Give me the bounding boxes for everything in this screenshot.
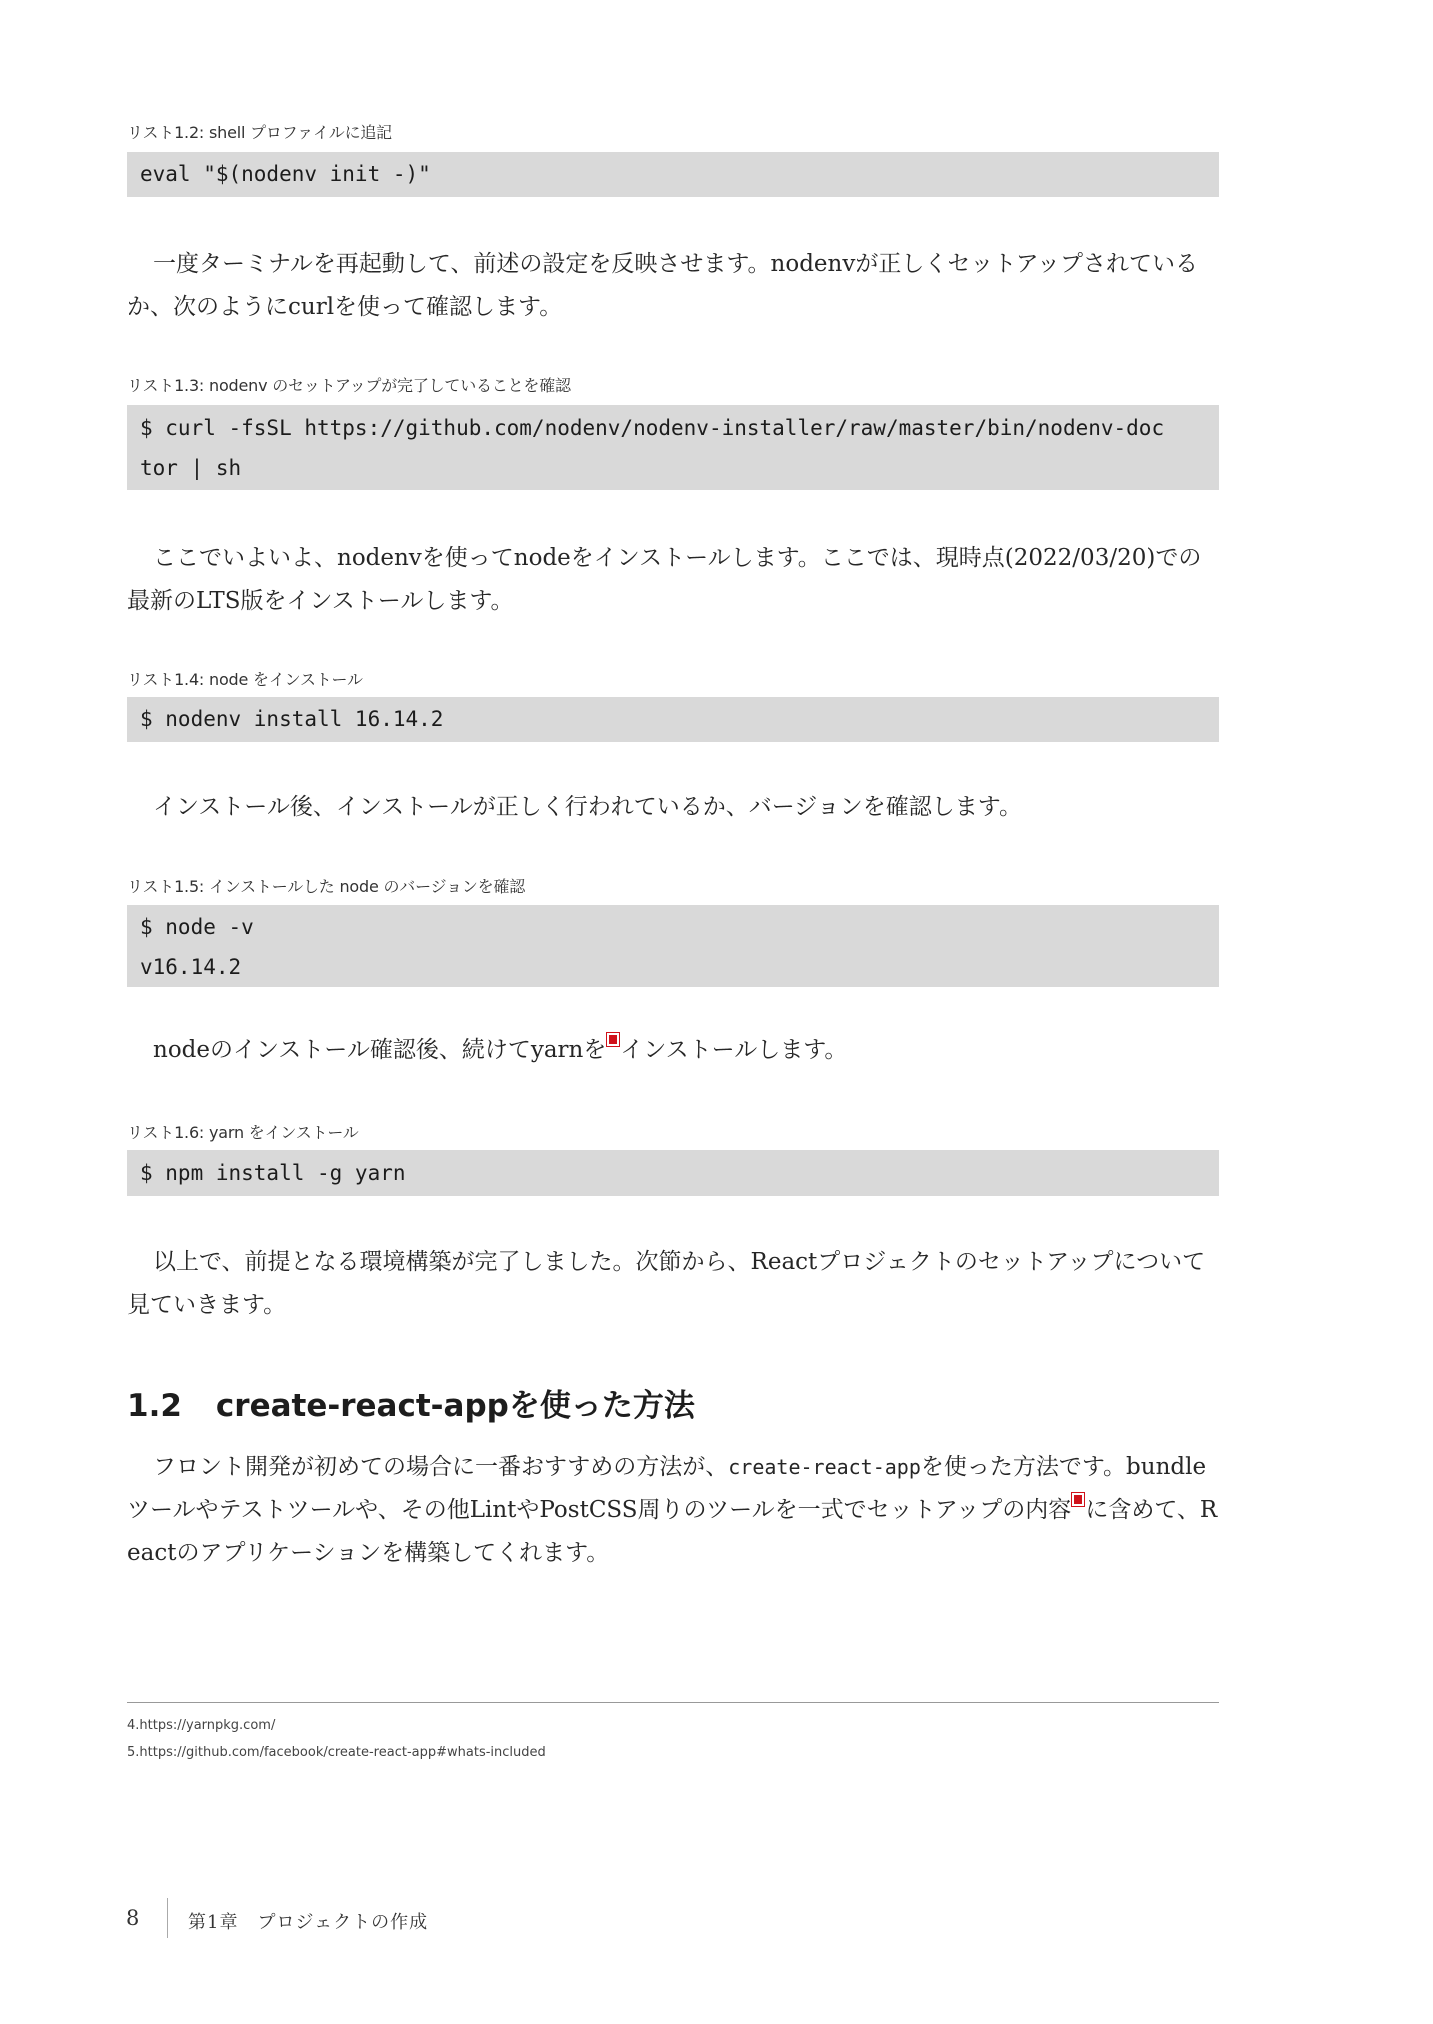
code-line: eval "$(nodenv init -)" [140, 162, 431, 186]
footnote-divider [127, 1702, 1219, 1703]
body-paragraph: インストール後、インストールが正しく行われているか、バージョンを確認します。 [153, 794, 1022, 820]
section-heading [127, 1380, 695, 1425]
inline-code: create-react-app [728, 1455, 921, 1479]
body-paragraph: ここでいよいよ、nodenvを使ってnodeをインストールします。ここでは、現時点(2022/03/20)での最新のLTS版をインストールします。 [127, 545, 1202, 614]
code-line: $ curl -fsSL https://github.com/nodenv/nodenv-installer/raw/master/bin/nodenv-doc [140, 416, 1165, 440]
listing-caption: リスト1.2: shell プロファイルに追記 [127, 123, 392, 142]
page-number: 8 [126, 1906, 140, 1930]
code-line: v16.14.2 [140, 955, 242, 979]
code-listing [127, 152, 1219, 197]
code-listing [127, 1150, 1219, 1196]
listing-caption: リスト1.5: インストールした node のバージョンを確認 [127, 877, 526, 896]
listing-caption: リスト1.3: nodenv のセットアップが完了していることを確認 [127, 376, 571, 395]
code-line: tor | sh [140, 456, 242, 480]
code-listing [127, 697, 1219, 742]
paragraph-text: インストールします。 [620, 1037, 848, 1063]
body-paragraph: 一度ターミナルを再起動して、前述の設定を反映させます。nodenvが正しくセットアップされているか、次のようにcurlを使って確認します。 [127, 251, 1199, 320]
section-number: 1.2 [127, 1388, 182, 1424]
body-paragraph: 以上で、前提となる環境構築が完了しました。次節から、Reactプロジェクトのセットアップについて見ていきます。 [127, 1249, 1206, 1318]
footer-divider [167, 1898, 168, 1938]
paragraph-text: フロント開発が初めての場合に一番おすすめの方法が、 [153, 1454, 729, 1480]
code-line: $ nodenv install 16.14.2 [140, 707, 444, 731]
paragraph-text: nodeのインストール確認後、続けてyarnを [153, 1037, 607, 1063]
code-listing [127, 405, 1219, 490]
paragraph-text: に含めて、Reactのアプリケーションを構築してくれます。 [127, 1497, 1218, 1566]
listing-caption: リスト1.6: yarn をインストール [127, 1123, 359, 1142]
code-line: $ npm install -g yarn [140, 1161, 406, 1185]
code-line: $ node -v [140, 915, 254, 939]
body-paragraph [127, 1446, 1222, 1575]
footnote: 5.https://github.com/facebook/create-react-app#whats-included [127, 1745, 546, 1760]
chapter-title: 第1章 プロジェクトの作成 [188, 1912, 429, 1933]
footnote-marker-icon[interactable] [1072, 1493, 1084, 1506]
section-title: create-react-appを使った方法 [215, 1388, 695, 1424]
footnote: 4.https://yarnpkg.com/ [127, 1718, 276, 1733]
listing-caption: リスト1.4: node をインストール [127, 670, 363, 689]
footnote-marker-icon[interactable] [607, 1033, 619, 1046]
paragraph-text: を使った方法です。bundleツールやテストツールや、その他LintやPostCSS周りのツールを一式でセットアップの内容 [127, 1454, 1207, 1523]
code-listing [127, 905, 1219, 987]
body-paragraph [127, 1029, 1222, 1072]
